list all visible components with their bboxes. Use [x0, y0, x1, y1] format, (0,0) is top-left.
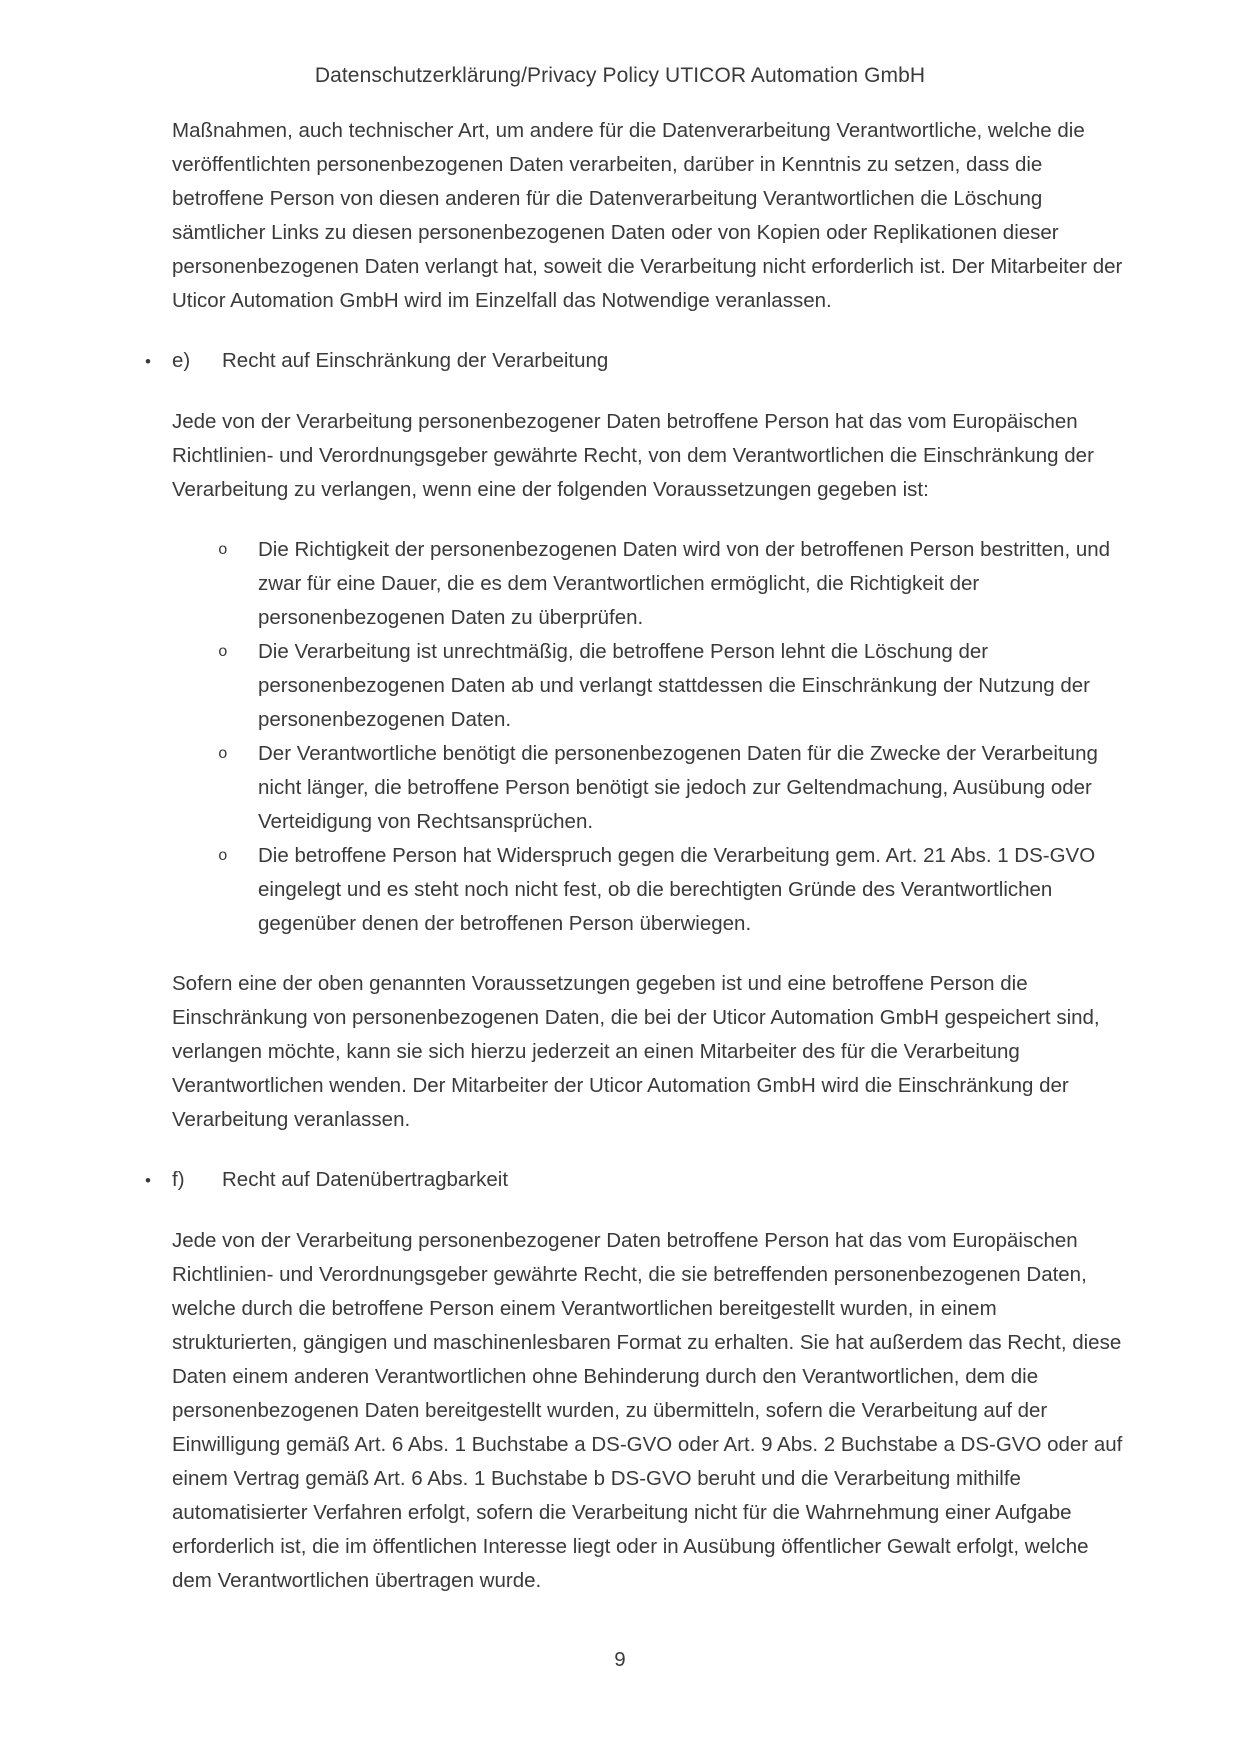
circle-bullet-icon: o [218, 643, 228, 661]
circle-bullet-icon: o [218, 745, 228, 763]
bullet-icon: • [145, 1171, 151, 1190]
section-e-heading [145, 344, 1124, 379]
bullet-icon: • [145, 352, 151, 371]
section-f-heading [145, 1163, 1124, 1198]
page-number: 9 [614, 1648, 626, 1671]
list-item-text: Die betroffene Person hat Widerspruch gegen die Verarbeitung gem. Art. 21 Abs. 1 DS-GVO eingelegt und es steht noch nicht fest, ob die berechtigten Gründe des Verantwortlichen gegenüber denen der betroffenen Person überwiegen. [258, 844, 1096, 935]
list-item-text: Die Verarbeitung ist unrechtmäßig, die betroffene Person lehnt die Löschung der personenbezogenen Daten ab und verlangt stattdessen die Einschränkung der Nutzung der personenbezogenen Daten. [258, 640, 1090, 731]
section-e-label: e) [172, 349, 191, 372]
list-item-text: Die Richtigkeit der personenbezogenen Daten wird von der betroffenen Person bestritten, und zwar für eine Dauer, die es dem Verantwortlichen ermöglicht, die Richtigkeit der personenbezogenen Daten zu überprüfen. [258, 538, 1111, 629]
paragraph-intro: Maßnahmen, auch technischer Art, um andere für die Datenverarbeitung Verantwortliche, welche die veröffentlichten personenbezogenen Daten verarbeiten, darüber in Kenntnis zu setzen, dass die betroffene Person von diesen anderen für die Datenverarbeitung Verantwortlichen die Löschung sämtlicher Links zu diesen personenbezogenen Daten oder von Kopien oder Replikationen dieser personenbezogenen Daten verlangt hat, soweit die Verarbeitung nicht erforderlich ist. Der Mitarbeiter der Uticor Automation GmbH wird im Einzelfall das Notwendige veranlassen. [172, 119, 1123, 312]
list-item-text: Der Verantwortliche benötigt die personenbezogenen Daten für die Zwecke der Verarbeitung nicht länger, die betroffene Person benötigt sie jedoch zur Geltendmachung, Ausübung oder Verteidigung von Rechtsansprüchen. [258, 742, 1098, 833]
section-e-closing-paragraph: Sofern eine der oben genannten Voraussetzungen gegeben ist und eine betroffene Person die Einschränkung von personenbezogenen Daten, die bei der Uticor Automation GmbH gespeichert sind, verlangen möchte, kann sie sich hierzu jederzeit an einen Mitarbeiter des für die Verarbeitung Verantwortlichen wenden. Der Mitarbeiter der Uticor Automation GmbH wird die Einschränkung der Verarbeitung veranlassen. [172, 972, 1100, 1131]
circle-bullet-icon: o [218, 541, 228, 559]
circle-bullet-icon: o [218, 847, 228, 865]
list-item [218, 533, 1124, 635]
section-f-intro-paragraph: Jede von der Verarbeitung personenbezogener Daten betroffene Person hat das vom Europäischen Richtlinien- und Verordnungsgeber gewährte Recht, die sie betreffenden personenbezogenen Daten, welche durch die betroffene Person einem Verantwortlichen bereitgestellt wurden, in einem strukturierten, gängigen und maschinenlesbaren Format zu erhalten. Sie hat außerdem das Recht, diese Daten einem anderen Verantwortlichen ohne Behinderung durch den Verantwortlichen, dem die personenbezogenen Daten bereitgestellt wurden, zu übermitteln, sofern die Verarbeitung auf der Einwilligung gemäß Art. 6 Abs. 1 Buchstabe a DS-GVO oder Art. 9 Abs. 2 Buchstabe a DS-GVO oder auf einem Vertrag gemäß Art. 6 Abs. 1 Buchstabe b DS-GVO beruht und die Verarbeitung mithilfe automatisierter Verfahren erfolgt, sofern die Verarbeitung nicht für die Wahrnehmung einer Aufgabe erforderlich ist, die im öffentlichen Interesse liegt oder in Ausübung öffentlicher Gewalt erfolgt, welche dem Verantwortlichen übertragen wurde. [172, 1229, 1123, 1592]
section-e-title: Recht auf Einschränkung der Verarbeitung [222, 349, 609, 372]
section-e-intro-paragraph: Jede von der Verarbeitung personenbezogener Daten betroffene Person hat das vom Europäischen Richtlinien- und Verordnungsgeber gewährte Recht, von dem Verantwortlichen die Einschränkung der Verarbeitung zu verlangen, wenn eine der folgenden Voraussetzungen gegeben ist: [172, 410, 1094, 501]
list-item [218, 839, 1124, 941]
section-f-title: Recht auf Datenübertragbarkeit [222, 1168, 509, 1191]
document-title: Datenschutzerklärung/Privacy Policy UTICOR Automation GmbH [314, 64, 926, 87]
list-item [218, 635, 1124, 737]
section-f-label: f) [172, 1168, 185, 1191]
section-e-sublist [172, 533, 1124, 941]
document-body [145, 114, 1124, 1598]
list-item [218, 737, 1124, 839]
